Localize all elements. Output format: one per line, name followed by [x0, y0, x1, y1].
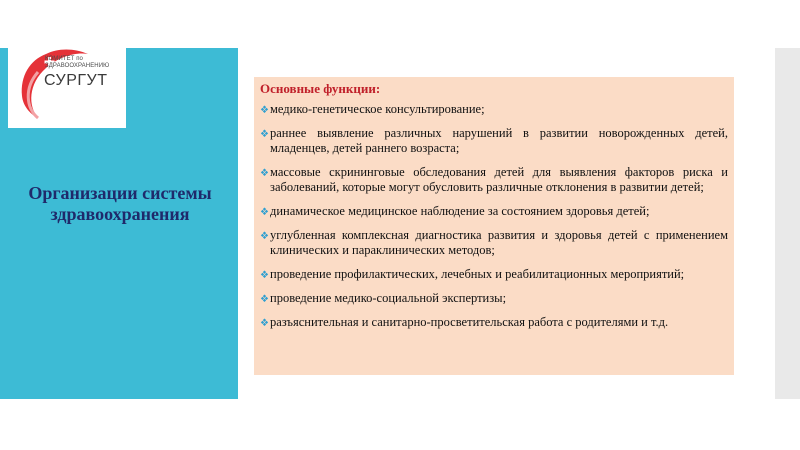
logo-city: СУРГУТ: [44, 72, 108, 89]
section-title: Организации системы здравоохранения: [28, 183, 212, 224]
list-item: ❖ проведение профилактических, лечебных и реабилитационных мероприятий;: [260, 267, 685, 281]
functions-heading: Основные функции:: [260, 81, 381, 96]
diamond-bullet-icon: ❖: [260, 294, 269, 305]
logo: [8, 48, 126, 128]
diamond-bullet-icon: ❖: [260, 207, 269, 218]
list-item: ❖ массовые скрининговые обследования детей для выявления факторов риска и заболеваний, которые могут обусловить различные отклонения в развитии детей;: [260, 165, 728, 194]
diamond-bullet-icon: ❖: [260, 129, 269, 140]
logo-line-2: ЗДРАВООХРАНЕНИЮ: [45, 63, 110, 69]
right-side-bar: [775, 48, 800, 399]
list-item: ❖ динамическое медицинское наблюдение за состоянием здоровья детей;: [260, 204, 650, 218]
diamond-bullet-icon: ❖: [260, 231, 269, 242]
diamond-bullet-icon: ❖: [260, 105, 269, 116]
list-item: ❖ разъяснительная и санитарно-просветительская работа с родителями и т.д.: [260, 315, 669, 329]
functions-list: [260, 102, 728, 330]
list-item: ❖ проведение медико-социальной экспертизы;: [260, 291, 507, 305]
list-item: ❖ медико-генетическое консультирование;: [260, 102, 485, 116]
list-item: ❖ раннее выявление различных нарушений в развитии новорожденных детей, младенцев, детей раннего возраста;: [260, 126, 728, 155]
logo-line-1: КОМИТЕТ по: [45, 56, 83, 62]
functions-panel: [254, 77, 734, 375]
diamond-bullet-icon: ❖: [260, 270, 269, 281]
list-item: ❖ углубленная комплексная диагностика развития и здоровья детей с применением клинических и параклинических методов;: [260, 228, 728, 257]
diamond-bullet-icon: ❖: [260, 168, 269, 179]
diamond-bullet-icon: ❖: [260, 318, 269, 329]
